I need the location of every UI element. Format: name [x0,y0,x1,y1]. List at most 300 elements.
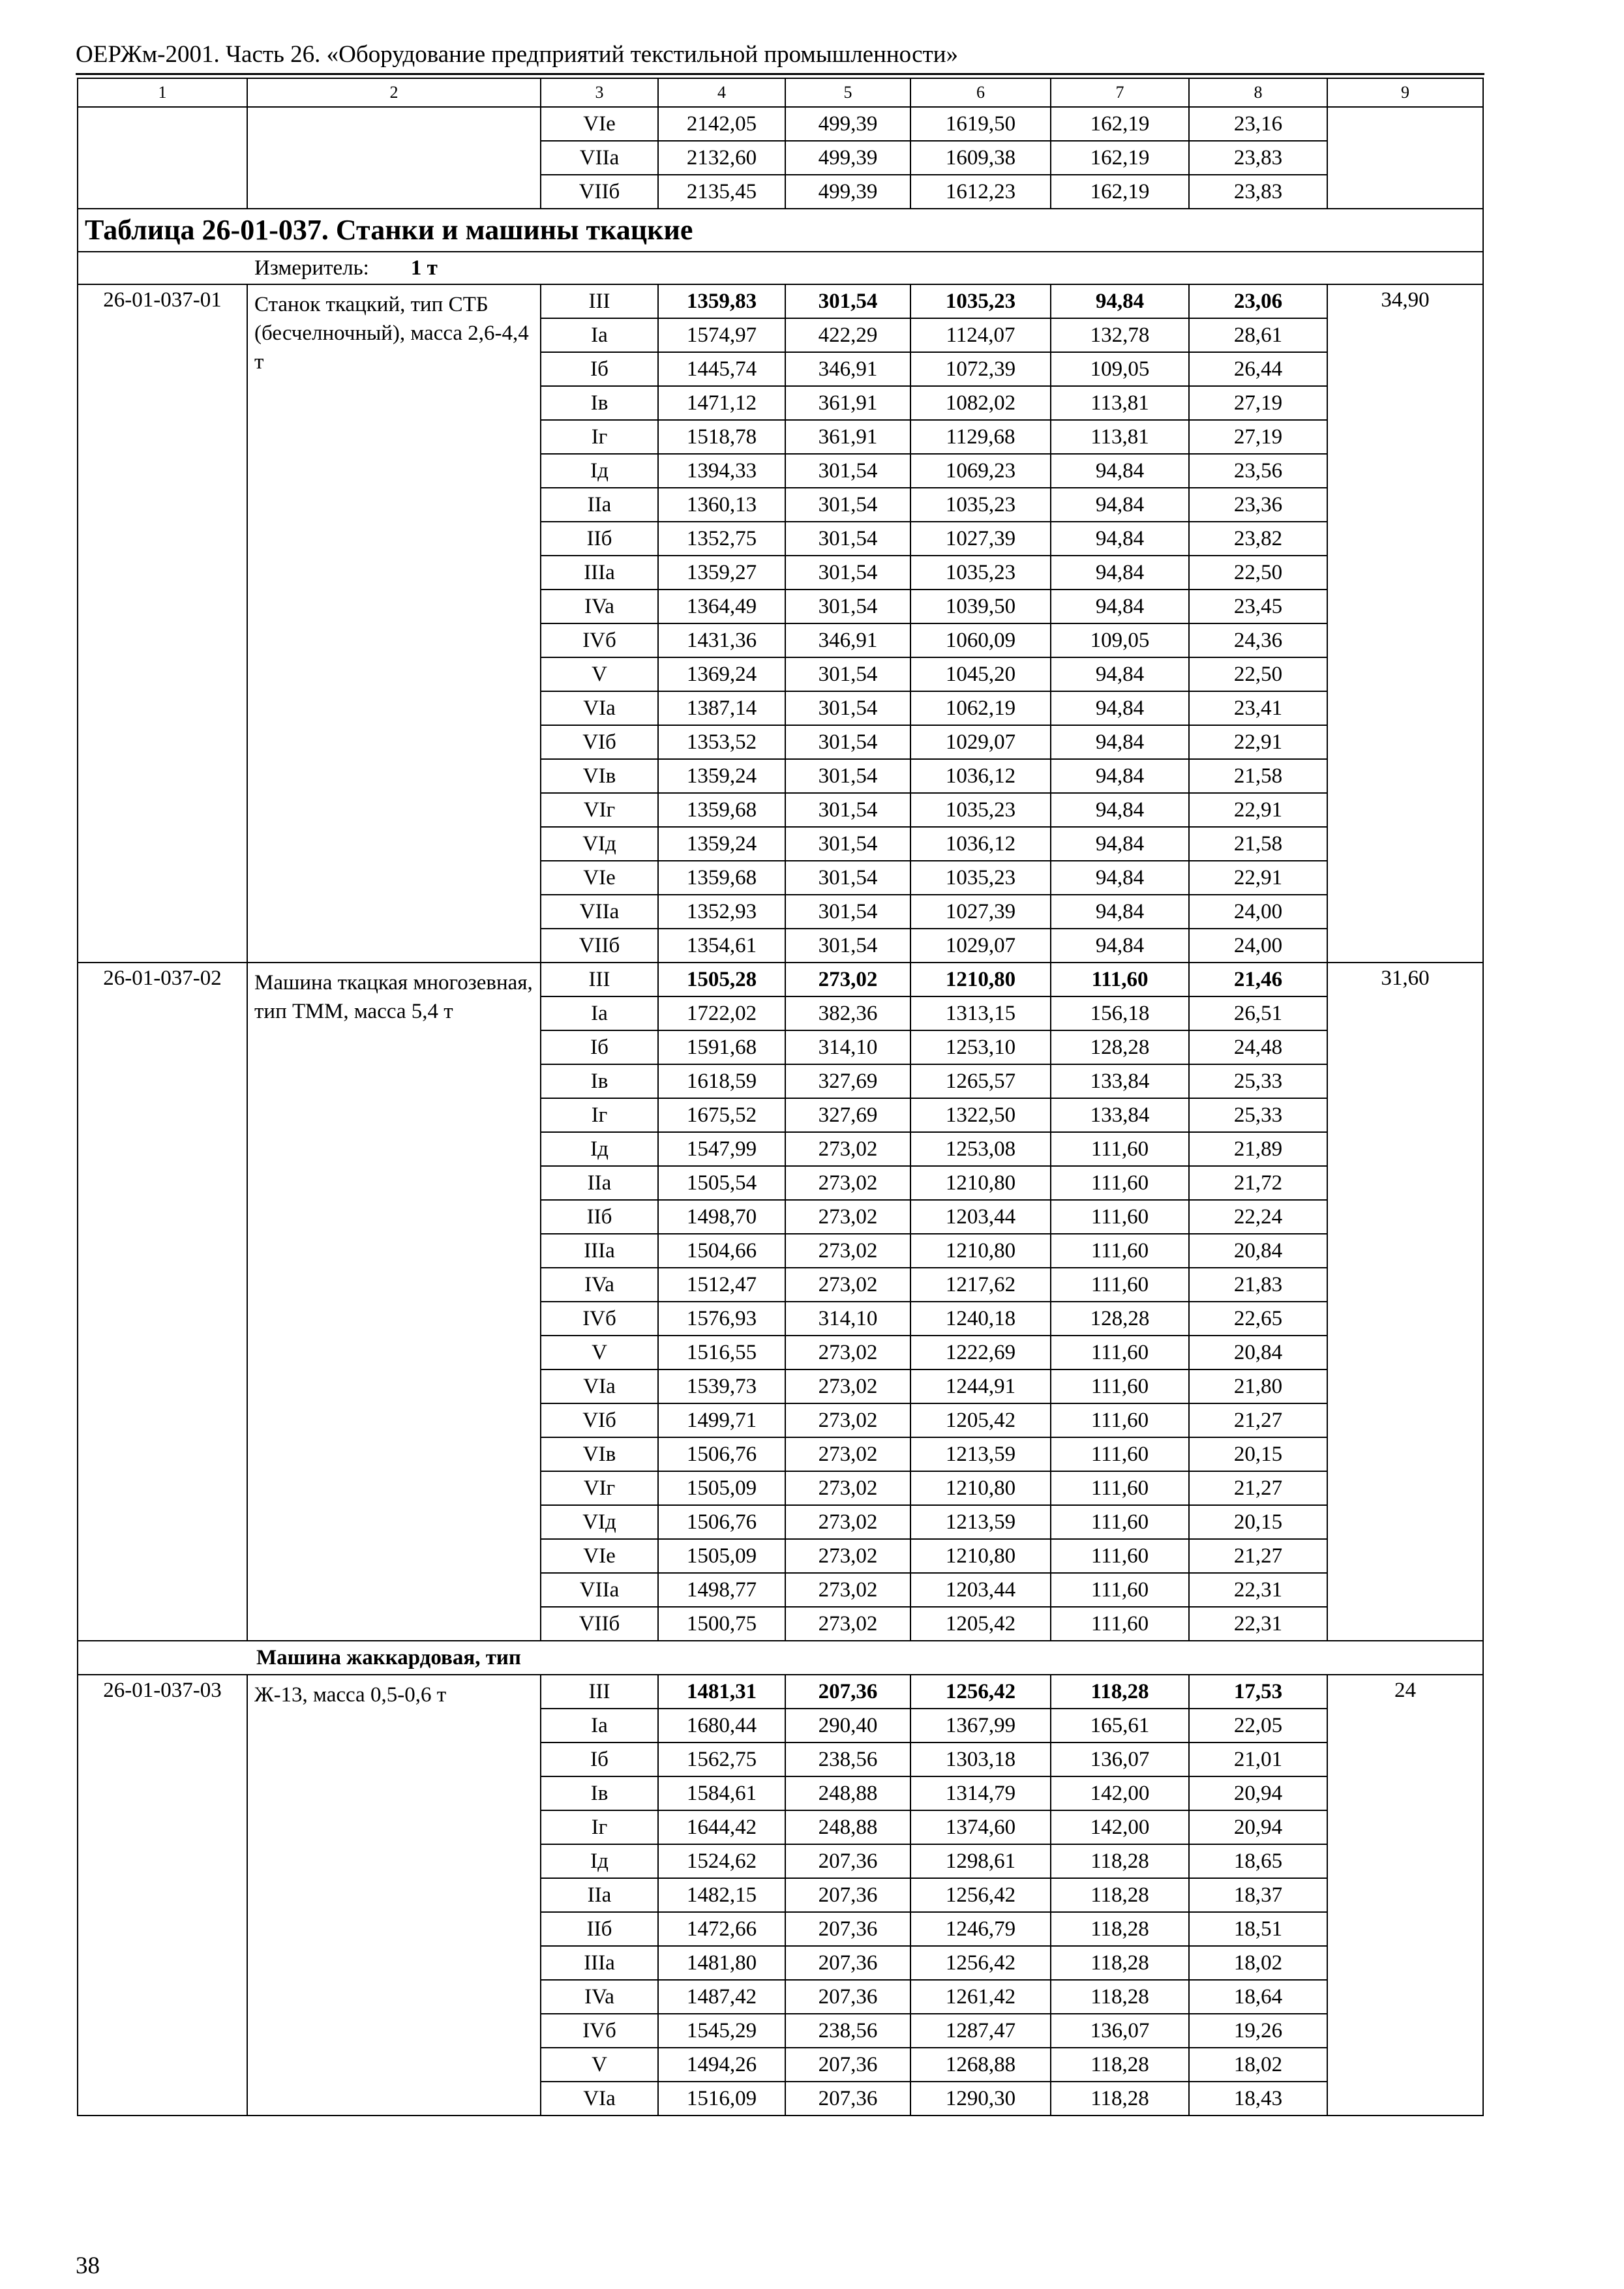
value-cell: 111,60 [1051,963,1189,996]
value-cell: 23,45 [1189,590,1327,623]
price-table [77,78,1484,2116]
region-cell: IIIa [541,556,658,590]
value-cell: 94,84 [1051,488,1189,522]
value-cell: 1261,42 [910,1980,1051,2014]
value-cell: 1253,08 [910,1132,1051,1166]
value-cell: 94,84 [1051,691,1189,725]
value-cell: 1471,12 [658,386,785,420]
value-cell: 111,60 [1051,1403,1189,1437]
region-cell: VIд [541,1505,658,1539]
value-cell: 1129,68 [910,420,1051,454]
value-cell: 162,19 [1051,107,1189,141]
value-cell: 111,60 [1051,1200,1189,1234]
region-cell: V [541,1336,658,1369]
value-cell: 1499,71 [658,1403,785,1437]
value-cell: 1359,68 [658,793,785,827]
value-cell: 94,84 [1051,861,1189,895]
value-cell: 20,94 [1189,1776,1327,1810]
value-cell: 1498,70 [658,1200,785,1234]
cost-cell: 34,90 [1327,284,1483,963]
value-cell: 1562,75 [658,1743,785,1776]
value-cell: 301,54 [785,488,910,522]
column-number: 9 [1327,78,1483,107]
value-cell: 207,36 [785,1675,910,1709]
value-cell: 1445,74 [658,352,785,386]
value-cell: 1387,14 [658,691,785,725]
value-cell: 1036,12 [910,827,1051,861]
value-cell: 18,02 [1189,2048,1327,2082]
value-cell: 499,39 [785,175,910,209]
column-number: 5 [785,78,910,107]
region-cell: VIa [541,2082,658,2116]
value-cell: 346,91 [785,623,910,657]
value-cell: 273,02 [785,1573,910,1607]
region-cell: III [541,963,658,996]
value-cell: 21,58 [1189,759,1327,793]
value-cell: 23,16 [1189,107,1327,141]
region-cell: IVa [541,1980,658,2014]
value-cell: 22,24 [1189,1200,1327,1234]
value-cell: 1359,83 [658,284,785,318]
value-cell: 1210,80 [910,963,1051,996]
region-cell: Ia [541,318,658,352]
value-cell: 22,31 [1189,1573,1327,1607]
value-cell: 1722,02 [658,996,785,1030]
value-cell: 207,36 [785,1946,910,1980]
value-cell: 1512,47 [658,1268,785,1302]
value-cell: 273,02 [785,1437,910,1471]
value-cell: 273,02 [785,963,910,996]
value-cell: 1036,12 [910,759,1051,793]
code-cell: 26-01-037-01 [78,284,247,963]
region-cell: VIa [541,1369,658,1403]
value-cell: 248,88 [785,1810,910,1844]
value-cell: 28,61 [1189,318,1327,352]
value-cell: 1287,47 [910,2014,1051,2048]
value-cell: 27,19 [1189,386,1327,420]
value-cell: 207,36 [785,1878,910,1912]
value-cell: 25,33 [1189,1098,1327,1132]
value-cell: 94,84 [1051,657,1189,691]
value-cell: 94,84 [1051,793,1189,827]
region-cell: V [541,657,658,691]
value-cell: 24,00 [1189,895,1327,929]
column-number: 7 [1051,78,1189,107]
value-cell: 1367,99 [910,1709,1051,1743]
value-cell: 23,41 [1189,691,1327,725]
value-cell: 1205,42 [910,1607,1051,1641]
value-cell: 2135,45 [658,175,785,209]
region-cell: Iб [541,1030,658,1064]
value-cell: 128,28 [1051,1030,1189,1064]
value-cell: 1545,29 [658,2014,785,2048]
value-cell: 1504,66 [658,1234,785,1268]
value-cell: 361,91 [785,420,910,454]
value-cell: 118,28 [1051,2048,1189,2082]
description-cell [247,107,541,209]
region-cell: VIв [541,759,658,793]
value-cell: 1322,50 [910,1098,1051,1132]
value-cell: 21,27 [1189,1471,1327,1505]
value-cell: 111,60 [1051,1607,1189,1641]
table-row [78,963,1483,996]
value-cell: 301,54 [785,929,910,963]
value-cell: 301,54 [785,454,910,488]
value-cell: 1029,07 [910,929,1051,963]
value-cell: 1359,27 [658,556,785,590]
measurement-row [78,252,1483,284]
value-cell: 301,54 [785,522,910,556]
region-cell: Ia [541,1709,658,1743]
value-cell: 1256,42 [910,1946,1051,1980]
column-number: 4 [658,78,785,107]
value-cell: 1609,38 [910,141,1051,175]
value-cell: 1506,76 [658,1505,785,1539]
value-cell: 23,06 [1189,284,1327,318]
value-cell: 18,65 [1189,1844,1327,1878]
region-cell: VIIa [541,141,658,175]
region-cell: VIe [541,861,658,895]
value-cell: 1205,42 [910,1403,1051,1437]
value-cell: 327,69 [785,1098,910,1132]
value-cell: 273,02 [785,1336,910,1369]
region-cell: Iд [541,1844,658,1878]
value-cell: 346,91 [785,352,910,386]
value-cell: 301,54 [785,895,910,929]
value-cell: 273,02 [785,1369,910,1403]
value-cell: 21,89 [1189,1132,1327,1166]
value-cell: 21,27 [1189,1403,1327,1437]
value-cell: 118,28 [1051,1844,1189,1878]
value-cell: 1487,42 [658,1980,785,2014]
value-cell: 113,81 [1051,420,1189,454]
region-cell: III [541,1675,658,1709]
value-cell: 301,54 [785,827,910,861]
value-cell: 301,54 [785,691,910,725]
value-cell: 301,54 [785,556,910,590]
value-cell: 111,60 [1051,1505,1189,1539]
measurement-label: Измеритель: [254,256,369,280]
cost-cell: 24 [1327,1675,1483,2116]
region-cell: VIг [541,793,658,827]
value-cell: 2142,05 [658,107,785,141]
value-cell: 18,37 [1189,1878,1327,1912]
value-cell: 1431,36 [658,623,785,657]
value-cell: 26,51 [1189,996,1327,1030]
value-cell: 1539,73 [658,1369,785,1403]
value-cell: 94,84 [1051,556,1189,590]
value-cell: 1675,52 [658,1098,785,1132]
region-cell: Ia [541,996,658,1030]
value-cell: 20,15 [1189,1505,1327,1539]
value-cell: 111,60 [1051,1268,1189,1302]
cost-cell: 31,60 [1327,963,1483,1641]
value-cell: 1505,54 [658,1166,785,1200]
value-cell: 1082,02 [910,386,1051,420]
value-cell: 273,02 [785,1607,910,1641]
region-cell: VIIб [541,1607,658,1641]
region-cell: VIIa [541,895,658,929]
value-cell: 382,36 [785,996,910,1030]
table-body [78,78,1483,2116]
value-cell: 118,28 [1051,2082,1189,2116]
value-cell: 1210,80 [910,1166,1051,1200]
value-cell: 94,84 [1051,827,1189,861]
code-cell: 26-01-037-03 [78,1675,247,2116]
table-row [78,284,1483,318]
region-cell: Iб [541,1743,658,1776]
value-cell: 109,05 [1051,352,1189,386]
value-cell: 1680,44 [658,1709,785,1743]
measurement-unit: 1 т [410,256,438,280]
value-cell: 23,56 [1189,454,1327,488]
value-cell: 136,07 [1051,2014,1189,2048]
value-cell: 23,36 [1189,488,1327,522]
value-cell: 422,29 [785,318,910,352]
value-cell: 20,15 [1189,1437,1327,1471]
value-cell: 23,83 [1189,175,1327,209]
region-cell: VIIa [541,1573,658,1607]
value-cell: 1494,26 [658,2048,785,2082]
region-cell: III [541,284,658,318]
value-cell: 1584,61 [658,1776,785,1810]
value-cell: 1035,23 [910,793,1051,827]
value-cell: 20,84 [1189,1234,1327,1268]
value-cell: 24,00 [1189,929,1327,963]
value-cell: 1203,44 [910,1200,1051,1234]
value-cell: 156,18 [1051,996,1189,1030]
value-cell: 1352,75 [658,522,785,556]
subheader-row [78,1641,1483,1675]
value-cell: 1313,15 [910,996,1051,1030]
value-cell: 301,54 [785,793,910,827]
value-cell: 1203,44 [910,1573,1051,1607]
value-cell: 94,84 [1051,454,1189,488]
value-cell: 207,36 [785,2048,910,2082]
value-cell: 1374,60 [910,1810,1051,1844]
value-cell: 111,60 [1051,1336,1189,1369]
value-cell: 1353,52 [658,725,785,759]
column-number: 6 [910,78,1051,107]
value-cell: 1524,62 [658,1844,785,1878]
page-header: ОЕРЖм-2001. Часть 26. «Оборудование предприятий текстильной промышленности» [76,41,958,68]
value-cell: 118,28 [1051,1912,1189,1946]
value-cell: 94,84 [1051,725,1189,759]
column-number: 1 [78,78,247,107]
value-cell: 22,91 [1189,793,1327,827]
value-cell: 136,07 [1051,1743,1189,1776]
value-cell: 1035,23 [910,556,1051,590]
region-cell: IIa [541,1878,658,1912]
value-cell: 18,02 [1189,1946,1327,1980]
value-cell: 1027,39 [910,895,1051,929]
region-cell: VIe [541,107,658,141]
description-cell: Станок ткацкий, тип СТБ (бесчелночный), масса 2,6-4,4 т [247,284,541,963]
column-number: 3 [541,78,658,107]
region-cell: IIб [541,522,658,556]
value-cell: 1591,68 [658,1030,785,1064]
value-cell: 1045,20 [910,657,1051,691]
value-cell: 22,91 [1189,725,1327,759]
value-cell: 1268,88 [910,2048,1051,2082]
value-cell: 207,36 [785,1912,910,1946]
value-cell: 94,84 [1051,895,1189,929]
subheader-cell: Машина жаккардовая, тип [78,1641,1483,1675]
value-cell: 1516,09 [658,2082,785,2116]
value-cell: 1124,07 [910,318,1051,352]
value-cell: 21,80 [1189,1369,1327,1403]
value-cell: 1210,80 [910,1234,1051,1268]
table-title: Таблица 26-01-037. Станки и машины ткацкие [78,209,1483,252]
value-cell: 18,43 [1189,2082,1327,2116]
region-cell: VIe [541,1539,658,1573]
value-cell: 111,60 [1051,1234,1189,1268]
value-cell: 20,94 [1189,1810,1327,1844]
value-cell: 301,54 [785,725,910,759]
region-cell: IIб [541,1200,658,1234]
value-cell: 1498,77 [658,1573,785,1607]
region-cell: VIв [541,1437,658,1471]
value-cell: 118,28 [1051,1946,1189,1980]
region-cell: IVб [541,623,658,657]
value-cell: 1222,69 [910,1336,1051,1369]
region-cell: Iв [541,1064,658,1098]
value-cell: 142,00 [1051,1810,1189,1844]
value-cell: 21,83 [1189,1268,1327,1302]
value-cell: 23,83 [1189,141,1327,175]
table-title-row [78,209,1483,252]
region-cell: VIг [541,1471,658,1505]
value-cell: 273,02 [785,1166,910,1200]
value-cell: 238,56 [785,2014,910,2048]
value-cell: 22,31 [1189,1607,1327,1641]
value-cell: 21,01 [1189,1743,1327,1776]
value-cell: 1612,23 [910,175,1051,209]
value-cell: 273,02 [785,1539,910,1573]
value-cell: 1253,10 [910,1030,1051,1064]
value-cell: 273,02 [785,1268,910,1302]
value-cell: 301,54 [785,657,910,691]
value-cell: 314,10 [785,1302,910,1336]
value-cell: 94,84 [1051,522,1189,556]
value-cell: 361,91 [785,386,910,420]
value-cell: 1256,42 [910,1675,1051,1709]
value-cell: 1576,93 [658,1302,785,1336]
region-cell: Iг [541,420,658,454]
region-cell: V [541,2048,658,2082]
value-cell: 1394,33 [658,454,785,488]
value-cell: 1516,55 [658,1336,785,1369]
value-cell: 1352,93 [658,895,785,929]
value-cell: 111,60 [1051,1573,1189,1607]
code-cell: 26-01-037-02 [78,963,247,1641]
value-cell: 21,72 [1189,1166,1327,1200]
value-cell: 207,36 [785,2082,910,2116]
value-cell: 1303,18 [910,1743,1051,1776]
region-cell: VIд [541,827,658,861]
value-cell: 25,33 [1189,1064,1327,1098]
value-cell: 1213,59 [910,1505,1051,1539]
value-cell: 1574,97 [658,318,785,352]
description-cell: Ж-13, масса 0,5-0,6 т [247,1675,541,2116]
value-cell: 1265,57 [910,1064,1051,1098]
value-cell: 162,19 [1051,141,1189,175]
region-cell: IVa [541,1268,658,1302]
value-cell: 111,60 [1051,1471,1189,1505]
value-cell: 499,39 [785,141,910,175]
value-cell: 22,05 [1189,1709,1327,1743]
value-cell: 1500,75 [658,1607,785,1641]
value-cell: 94,84 [1051,284,1189,318]
table-row [78,107,1483,141]
measurement-cell [78,252,1483,284]
value-cell: 22,91 [1189,861,1327,895]
region-cell: VIIб [541,929,658,963]
region-cell: VIб [541,1403,658,1437]
value-cell: 1035,23 [910,284,1051,318]
page-number: 38 [76,2252,100,2279]
value-cell: 22,50 [1189,657,1327,691]
region-cell: Iв [541,386,658,420]
code-cell [78,107,247,209]
cost-cell [1327,107,1483,209]
value-cell: 1213,59 [910,1437,1051,1471]
value-cell: 118,28 [1051,1878,1189,1912]
column-number: 2 [247,78,541,107]
value-cell: 24,48 [1189,1030,1327,1064]
column-number: 8 [1189,78,1327,107]
region-cell: Iг [541,1810,658,1844]
region-cell: IIa [541,488,658,522]
value-cell: 23,82 [1189,522,1327,556]
value-cell: 22,50 [1189,556,1327,590]
value-cell: 1481,80 [658,1946,785,1980]
value-cell: 18,51 [1189,1912,1327,1946]
value-cell: 1240,18 [910,1302,1051,1336]
region-cell: Iд [541,454,658,488]
value-cell: 94,84 [1051,929,1189,963]
value-cell: 1364,49 [658,590,785,623]
value-cell: 1547,99 [658,1132,785,1166]
value-cell: 94,84 [1051,590,1189,623]
value-cell: 301,54 [785,861,910,895]
value-cell: 1619,50 [910,107,1051,141]
value-cell: 162,19 [1051,175,1189,209]
value-cell: 273,02 [785,1132,910,1166]
value-cell: 1039,50 [910,590,1051,623]
value-cell: 1505,09 [658,1539,785,1573]
value-cell: 273,02 [785,1200,910,1234]
value-cell: 1210,80 [910,1471,1051,1505]
value-cell: 238,56 [785,1743,910,1776]
value-cell: 1644,42 [658,1810,785,1844]
value-cell: 19,26 [1189,2014,1327,2048]
value-cell: 111,60 [1051,1437,1189,1471]
region-cell: VIa [541,691,658,725]
region-cell: IVб [541,1302,658,1336]
value-cell: 111,60 [1051,1166,1189,1200]
value-cell: 128,28 [1051,1302,1189,1336]
value-cell: 1482,15 [658,1878,785,1912]
value-cell: 1060,09 [910,623,1051,657]
value-cell: 1518,78 [658,420,785,454]
value-cell: 142,00 [1051,1776,1189,1810]
value-cell: 1359,24 [658,827,785,861]
value-cell: 21,27 [1189,1539,1327,1573]
value-cell: 248,88 [785,1776,910,1810]
value-cell: 1062,19 [910,691,1051,725]
region-cell: Iв [541,1776,658,1810]
